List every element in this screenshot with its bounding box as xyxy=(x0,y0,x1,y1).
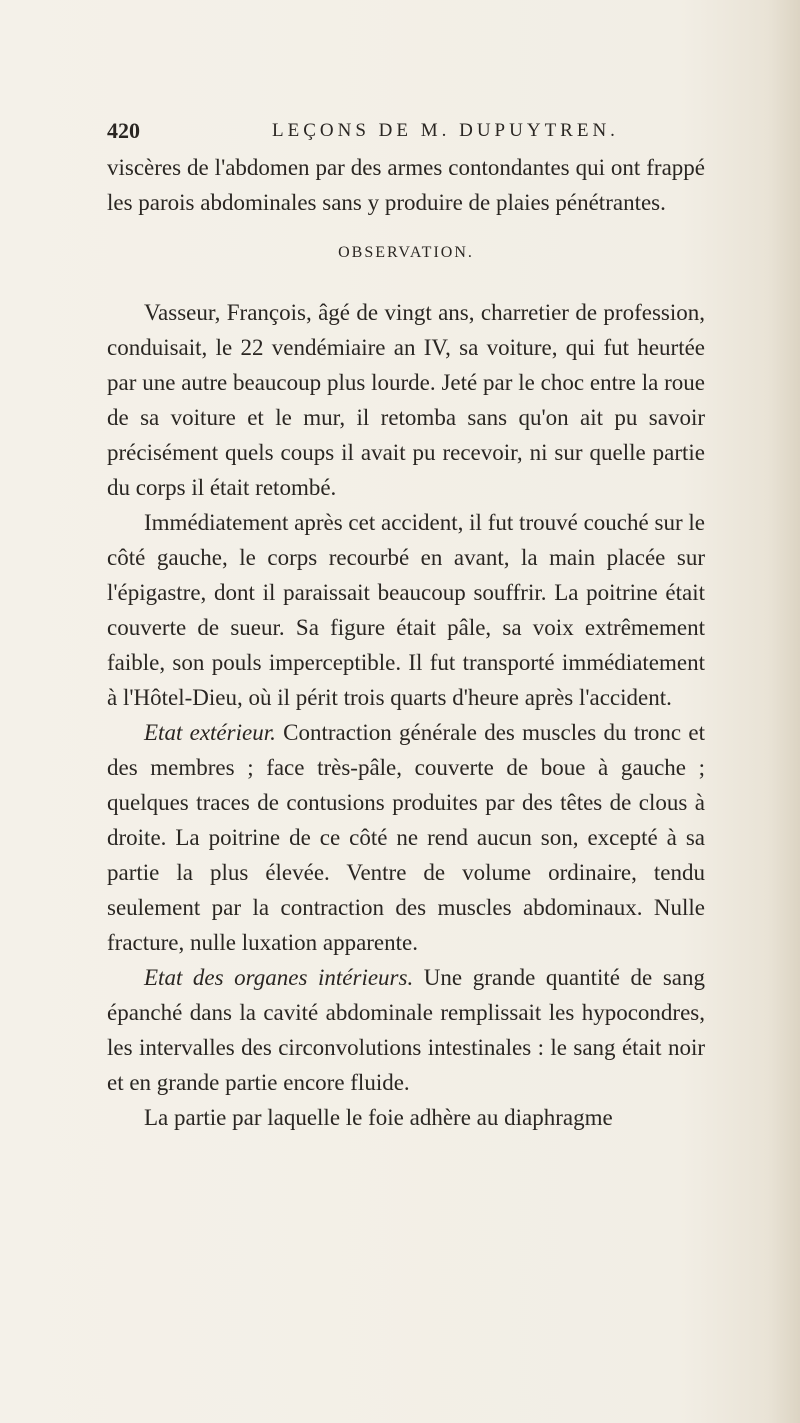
paragraph-continuation: viscères de l'abdomen par des armes contondantes qui ont frappé les parois abdominales sans y produire de plaies pénétrantes. xyxy=(107,155,705,215)
paragraph-internal-organs xyxy=(107,960,705,1100)
external-state-text: Contraction générale des muscles du tronc et des membres ; face très-pâle, couverte de boue à gauche ; quelques traces de contusions produites par des têtes de clous à droite. La poitrine de ce côté ne rend aucun son, excepté à sa partie la plus élevée. Ventre de volume ordinaire, tendu seulement par la contraction des muscles abdominaux. Nulle fracture, nulle luxation apparente. xyxy=(107,720,705,955)
external-state-lead: Etat extérieur. xyxy=(144,720,276,745)
internal-organs-lead: Etat des organes intérieurs. xyxy=(144,965,414,990)
paragraph-after-accident: Immédiatement après cet accident, il fut trouvé couché sur le côté gauche, le corps recourbé en avant, la main placée sur l'épigastre, dont il paraissait beaucoup souffrir. La poitrine était couverte de sueur. Sa figure était pâle, sa voix extrêmement faible, son pouls imperceptible. Il fut transporté immédiatement à l'Hôtel-Dieu, où il périt trois quarts d'heure après l'accident. xyxy=(107,510,705,710)
running-title: LEÇONS DE M. DUPUYTREN. xyxy=(272,120,619,141)
internal-organs-text: Une grande quantité de sang épanché dans la cavité abdominale remplissait les hypocondres, les intervalles des circonvolutions intestinales : le sang était noir et en grande partie encore fluide. xyxy=(107,965,705,1095)
paragraph-case-intro: Vasseur, François, âgé de vingt ans, charretier de profession, conduisait, le 22 vendémiaire an IV, sa voiture, qui fut heurtée par une autre beaucoup plus lourde. Jeté par le choc entre la roue de sa voiture et le mur, il retomba sans qu'on ait pu savoir précisément quels coups il avait pu recevoir, ni sur quelle partie du corps il était retombé. xyxy=(107,300,705,500)
paragraph-liver: La partie par laquelle le foie adhère au diaphragme xyxy=(144,1105,613,1130)
body-text xyxy=(107,150,705,1135)
section-heading: OBSERVATION. xyxy=(338,244,474,261)
page-header xyxy=(107,118,707,148)
paragraph-external-state xyxy=(107,715,705,960)
page-number: 420 xyxy=(107,118,140,143)
